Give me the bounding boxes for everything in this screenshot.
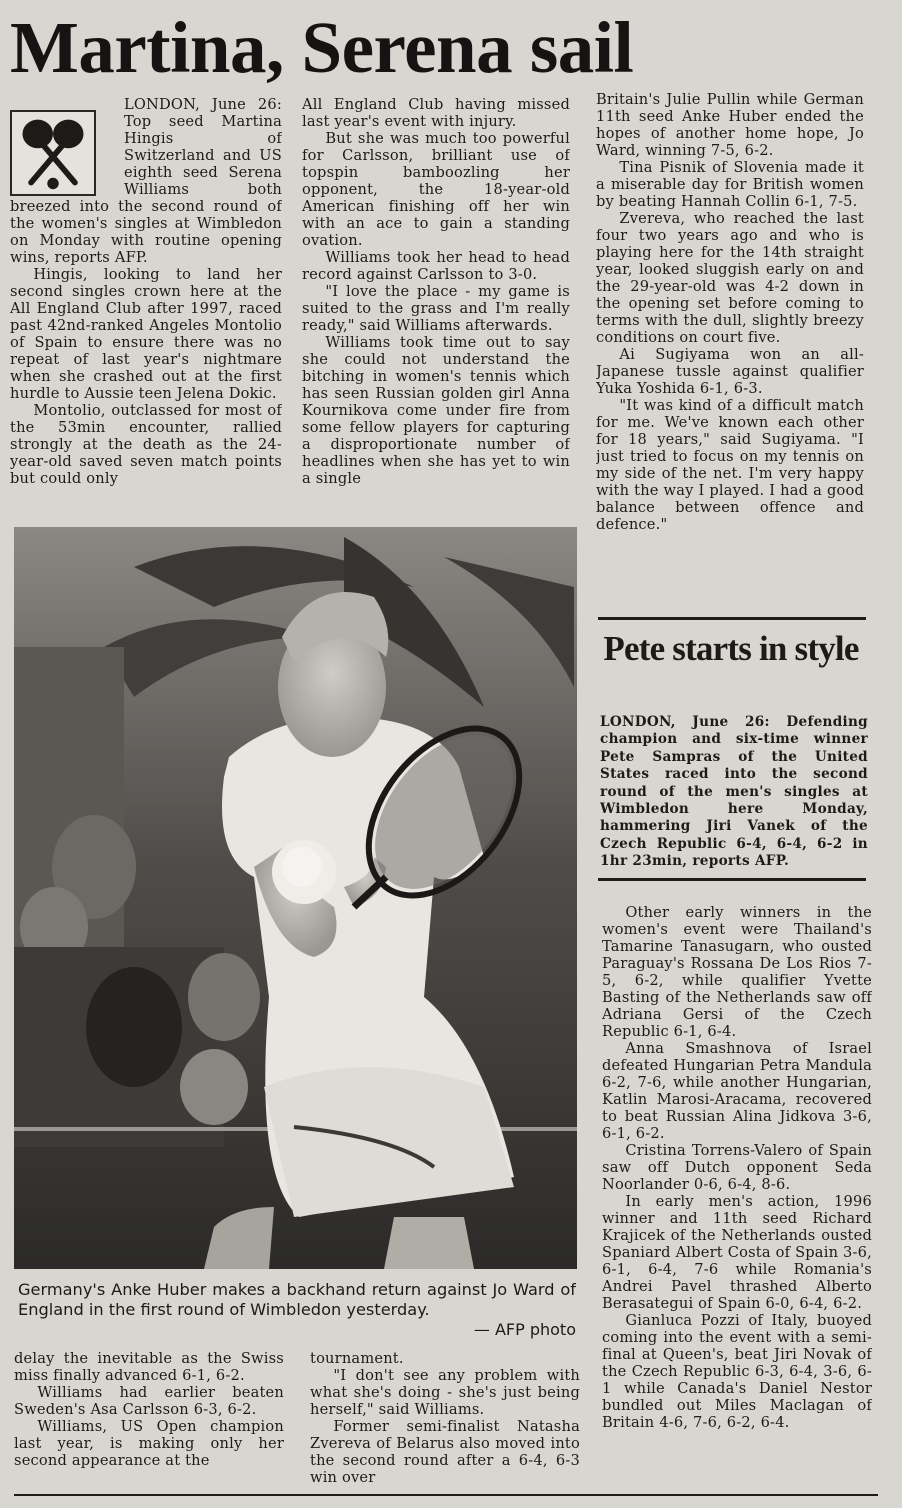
article-paragraph: Zvereva, who reached the last four two years ago and who is playing here for the 14th straight year, looked sluggish early on and the 29-year-old was 4-2 down in the opening set before coming to terms with the dull, slightly breezy conditions on court five. (596, 210, 864, 346)
article-paragraph: Cristina Torrens-Valero of Spain saw off Dutch opponent Seda Noorlander 0-6, 6-4, 8-6. (602, 1142, 872, 1193)
sidebar-divider-rule (598, 878, 866, 881)
photo-caption: Germany's Anke Huber makes a backhand return against Jo Ward of England in the first round of Wimbledon yesterday. (18, 1280, 576, 1319)
article-column-2-top (302, 96, 570, 520)
sidebar-body-column (602, 904, 872, 1490)
article-paragraph: But she was much too powerful for Carlsson, brilliant use of topspin bamboozling her opponent, the 18-year-old American finishing off her win with an ace to gain a standing ovation. (302, 130, 570, 249)
article-column-1-bottom (14, 1350, 284, 1490)
photo-credit: — AFP photo (473, 1320, 576, 1339)
article-paragraph: Other early winners in the women's event were Thailand's Tamarine Tanasugarn, who ousted Paraguay's Rossana De Los Rios 7-5, 6-2, while qualifier Yvette Basting of the Netherlands saw off Adriana Gersi of the Czech Republic 6-1, 6-4. (602, 904, 872, 1040)
article-paragraph: Gianluca Pozzi of Italy, buoyed coming into the event with a semi-final at Queen's, beat Jiri Novak of the Czech Republic 6-3, 6-4, 3-6, 6-1 while Canada's Daniel Nestor bundled out Miles Maclagan of Britain 4-6, 7-6, 6-2, 6-4. (602, 1312, 872, 1431)
article-paragraph: tournament. (310, 1350, 404, 1367)
article-paragraph: Williams had earlier beaten Sweden's Asa Carlsson 6-3, 6-2. (14, 1384, 284, 1418)
article-column-1-top (10, 96, 282, 520)
article-column-2-bottom (310, 1350, 580, 1490)
main-headline: Martina, Serena sail (10, 7, 634, 88)
page-bottom-rule (14, 1494, 878, 1496)
article-paragraph: Britain's Julie Pullin while German 11th seed Anke Huber ended the hopes of another home hope, Jo Ward, winning 7-5, 6-2. (596, 91, 864, 159)
article-paragraph: Anna Smashnova of Israel defeated Hungarian Petra Mandula 6-2, 7-6, while another Hungarian, Katlin Marosi-Aracama, recovered to beat Russian Alina Jidkova 3-6, 6-1, 6-2. (602, 1040, 872, 1142)
article-paragraph: "It was kind of a difficult match for me. We've known each other for 18 years," said Sugiyama. "I just tried to focus on my tennis on my side of the net. I'm very happy with the way I played. I had a good balance between offence and defence." (596, 397, 864, 533)
article-paragraph: delay the inevitable as the Swiss miss finally advanced 6-1, 6-2. (14, 1350, 284, 1384)
article-paragraph: "I don't see any problem with what she's doing - she's just being herself," said Williams. (310, 1367, 580, 1418)
sidebar-lead-paragraph: LONDON, June 26: Defending champion and six-time winner Pete Sampras of the United States raced into the second round of the men's singles at Wimbledon here Monday, hammering Jiri Vanek of the Czech Republic 6-4, 6-4, 6-2 in 1hr 23min, reports AFP. (600, 714, 868, 870)
article-paragraph: "I love the place - my game is suited to the grass and I'm really ready," said Williams afterwards. (302, 283, 570, 334)
article-paragraph: Montolio, outclassed for most of the 53min encounter, rallied strongly at the death as the 24-year-old saved seven match points but could only (10, 402, 282, 487)
article-paragraph: LONDON, June 26: Top seed Martina Hingis of Switzerland and US eighth seed Serena Williams both breezed into the second round of the women's singles at Wimbledon on Monday with routine opening wins, reports AFP. (10, 96, 282, 266)
article-paragraph: Williams, US Open champion last year, is making only her second appearance at the (14, 1418, 284, 1469)
article-paragraph: In early men's action, 1996 winner and 11th seed Richard Krajicek of the Netherlands ousted Spaniard Albert Costa of Spain 3-6, 6-1, 6-4, 7-6 while Romania's Andrei Pavel thrashed Alberto Berasategui of Spain 6-0, 6-4, 6-2. (602, 1193, 872, 1312)
sidebar-top-rule (598, 617, 866, 620)
article-paragraph: Williams took her head to head record against Carlsson to 3-0. (302, 249, 570, 283)
article-column-3-top (596, 91, 864, 611)
article-paragraph: Tina Pisnik of Slovenia made it a miserable day for British women by beating Hannah Collin 6-1, 7-5. (596, 159, 864, 210)
tennis-player-backhand-photo (14, 527, 577, 1269)
article-paragraph: Former semi-finalist Natasha Zvereva of Belarus also moved into the second round after a 6-4, 6-3 win over (310, 1418, 580, 1486)
article-paragraph: Ai Sugiyama won an all-Japanese tussle against qualifier Yuka Yoshida 6-1, 6-3. (596, 346, 864, 397)
article-paragraph: All England Club having missed last year's event with injury. (302, 96, 570, 130)
article-paragraph: Hingis, looking to land her second singles crown here at the All England Club after 1997, raced past 42nd-ranked Angeles Montolio of Spain to ensure there was no repeat of last year's nightmare when she crashed out at the first hurdle to Aussie teen Jelena Dokic. (10, 266, 282, 402)
sidebar-headline: Pete starts in style (603, 629, 859, 668)
article-paragraph: Williams took time out to say she could not understand the bitching in women's tennis which has seen Russian golden girl Anna Kournikova come under fire from some fellow players for capturing a disproportionate number of headlines when she has yet to win a single (302, 334, 570, 487)
